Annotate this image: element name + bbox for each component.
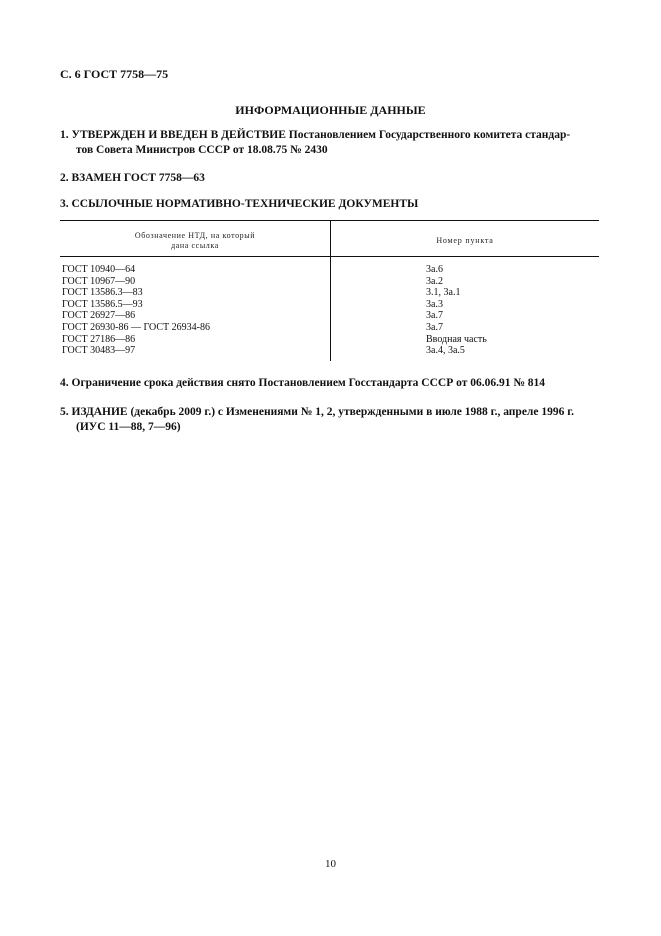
section-1-line-2: тов Совета Министров СССР от 18.08.75 № 2430 — [76, 144, 328, 156]
section-5 — [60, 405, 605, 435]
table-cell-item: 3а.6 — [426, 264, 443, 275]
table-row — [62, 334, 602, 346]
table-cell-item: 3а.4, 3а.5 — [426, 345, 465, 357]
table-row — [62, 276, 602, 288]
table-row — [62, 310, 602, 322]
table-row — [62, 299, 602, 311]
table-cell-item: 3а.3 — [426, 298, 443, 310]
table-header-document-line-2: дана ссылка — [171, 241, 219, 250]
section-1 — [60, 128, 605, 158]
reference-table-body — [62, 264, 602, 357]
table-header-document — [64, 231, 326, 251]
table-row — [62, 322, 602, 334]
table-cell-item: 3а.2 — [426, 275, 443, 287]
table-cell-document: ГОСТ 13586.5—93 — [62, 298, 143, 310]
table-cell-document: ГОСТ 26930-86 — ГОСТ 26934-86 — [62, 321, 210, 333]
table-row — [62, 345, 602, 357]
table-row — [62, 287, 602, 299]
table-header-item-number: Номер пункта — [436, 236, 494, 245]
page-title: ИНФОРМАЦИОННЫЕ ДАННЫЕ — [235, 103, 426, 117]
section-1-line-1: 1. УТВЕРЖДЕН И ВВЕДЕН В ДЕЙСТВИЕ Постановлением Государственного комитета стандар- — [60, 129, 571, 141]
table-cell-item: Вводная часть — [426, 333, 487, 345]
table-cell-document: ГОСТ 13586.3—83 — [62, 287, 143, 299]
section-3: 3. ССЫЛОЧНЫЕ НОРМАТИВНО-ТЕХНИЧЕСКИЕ ДОКУМЕНТЫ — [60, 198, 419, 210]
section-4: 4. Ограничение срока действия снято Постановлением Госстандарта СССР от 06.06.91 № 814 — [60, 377, 546, 389]
section-5-line-2: (ИУС 11—88, 7—96) — [76, 421, 181, 433]
section-5-line-1: 5. ИЗДАНИЕ (декабрь 2009 г.) с Изменениями № 1, 2, утвержденными в июле 1988 г., апреле 1996 г. — [60, 406, 575, 418]
table-cell-item: 3.1, 3а.1 — [426, 287, 461, 299]
table-cell-item: 3а.7 — [426, 321, 443, 333]
table-cell-item: 3а.7 — [426, 310, 443, 322]
table-cell-document: ГОСТ 26927—86 — [62, 310, 136, 322]
section-2: 2. ВЗАМЕН ГОСТ 7758—63 — [60, 172, 205, 184]
table-header-document-line-1: Обозначение НТД, на который — [134, 231, 256, 240]
table-cell-document: ГОСТ 10967—90 — [62, 275, 136, 287]
document-header-code: С. 6 ГОСТ 7758—75 — [60, 67, 169, 81]
table-cell-document: ГОСТ 10940—64 — [62, 264, 136, 275]
page-number: 10 — [325, 858, 336, 870]
table-cell-document: ГОСТ 30483—97 — [62, 345, 136, 357]
table-cell-document: ГОСТ 27186—86 — [62, 333, 136, 345]
table-row — [62, 264, 602, 276]
